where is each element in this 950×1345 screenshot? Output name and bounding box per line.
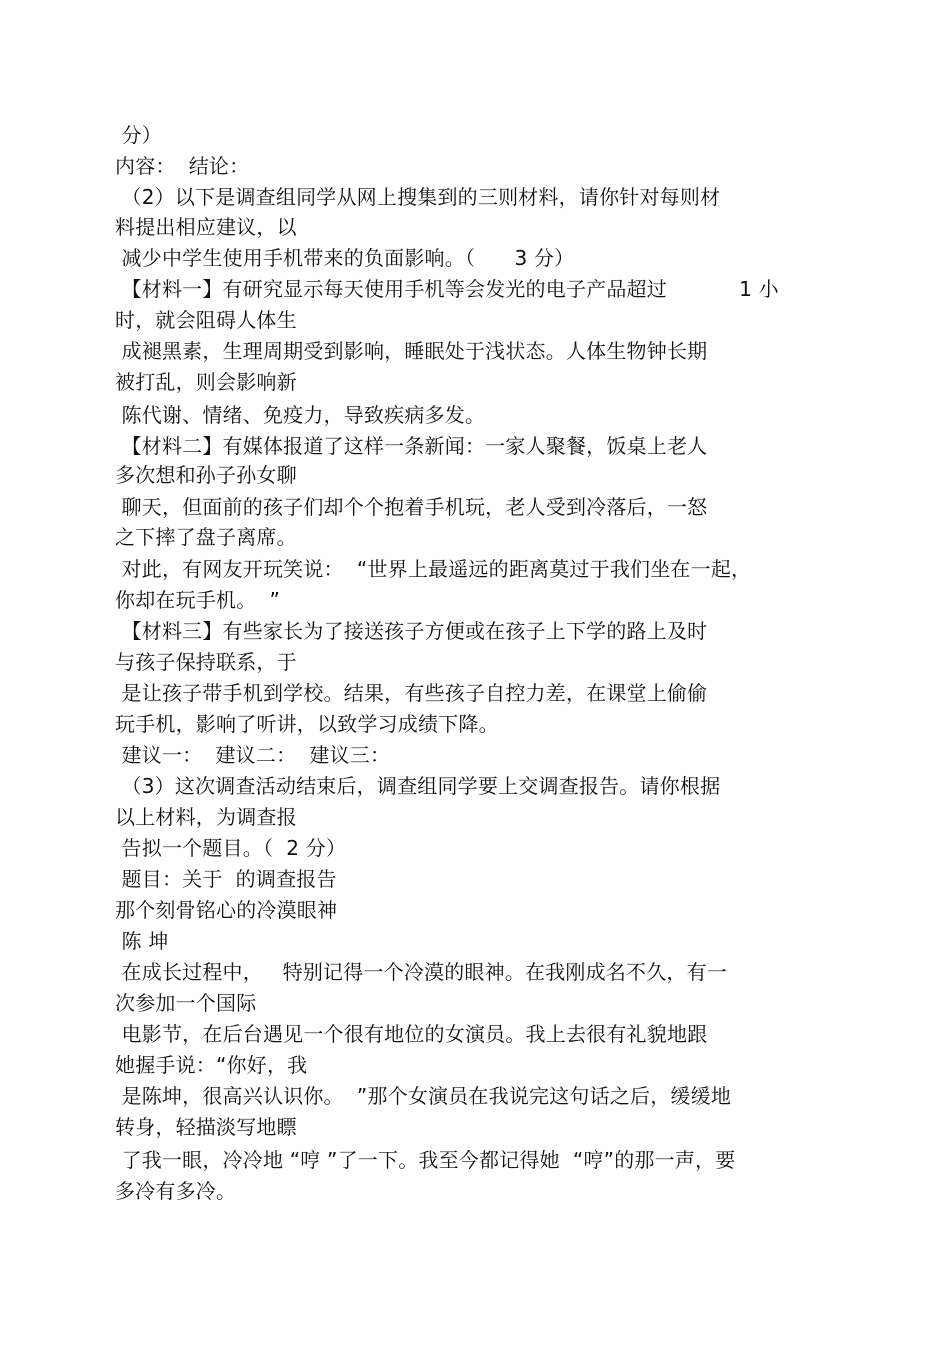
- text-line: 转身，轻描淡写地瞟: [115, 1115, 297, 1139]
- text-line: 在成长过程中， 特别记得一个冷漠的眼神。在我刚成名不久，有一: [115, 960, 728, 984]
- text-line: （3）这次调查活动结束后，调查组同学要上交调查报告。请你根据: [115, 774, 721, 798]
- text-line: 是陈坤，很高兴认识你。 ”那个女演员在我说完这句话之后，缓缓地: [115, 1084, 732, 1108]
- text-line: 料提出相应建议，以: [115, 215, 297, 239]
- text-line: 题目：关于 的调查报告: [115, 867, 337, 891]
- text-line: 与孩子保持联系，于: [115, 650, 297, 674]
- text-line: 电影节，在后台遇见一个很有地位的女演员。我上去很有礼貌地跟: [115, 1022, 708, 1046]
- text-line: 你却在玩手机。 ”: [115, 588, 281, 612]
- text-line: 之下摔了盘子离席。: [115, 525, 297, 549]
- text-line: 玩手机，影响了听讲，以致学习成绩下降。: [115, 712, 499, 736]
- text-line: 陈代谢、情绪、免疫力，导致疾病多发。: [115, 403, 486, 427]
- text-line: 次参加一个国际: [115, 991, 257, 1015]
- text-line: 多次想和孙子孙女聊: [115, 463, 297, 487]
- article-title: 那个刻骨铭心的冷漠眼神: [115, 898, 338, 922]
- text-line: 分）: [115, 123, 162, 147]
- text-line: 减少中学生使用手机带来的负面影响。（ 3 分）: [115, 246, 575, 270]
- text-line: 聊天，但面前的孩子们却个个抱着手机玩，老人受到冷落后，一怒: [115, 495, 708, 519]
- text-line: 了我一眼，冷冷地 “哼 ”了一下。我至今都记得她 “哼”的那一声，要: [115, 1148, 736, 1172]
- text-line: 是让孩子带手机到学校。结果，有些孩子自控力差，在课堂上偷偷: [115, 681, 708, 705]
- text-line: 内容： 结论：: [115, 154, 250, 178]
- text-line: 告拟一个题目。（ 2 分）: [115, 836, 347, 860]
- text-line: 她握手说：“你好，我: [115, 1053, 308, 1077]
- text-line: 以上材料，为调查报: [115, 805, 297, 829]
- text-line: 对此，有网友开玩笑说： “世界上最遥远的距离莫过于我们坐在一起，: [115, 557, 752, 581]
- text-line: 被打乱，则会影响新: [115, 370, 297, 394]
- text-line: 【材料一】有研究显示每天使用手机等会发光的电子产品超过 1 小: [115, 277, 779, 301]
- text-line: 【材料二】有媒体报道了这样一条新闻：一家人聚餐，饭桌上老人: [115, 434, 708, 458]
- text-line: 建议一： 建议二： 建议三：: [115, 743, 391, 767]
- text-line: （2）以下是调查组同学从网上搜集到的三则材料，请你针对每则材: [115, 185, 721, 209]
- text-line: 【材料三】有些家长为了接送孩子方便或在孩子上下学的路上及时: [115, 619, 708, 643]
- article-author: 陈 坤: [115, 929, 169, 953]
- text-line: 多冷有多冷。: [115, 1179, 237, 1203]
- text-line: 时，就会阻碍人体生: [115, 308, 297, 332]
- text-line: 成褪黑素，生理周期受到影响，睡眠处于浅状态。人体生物钟长期: [115, 339, 708, 363]
